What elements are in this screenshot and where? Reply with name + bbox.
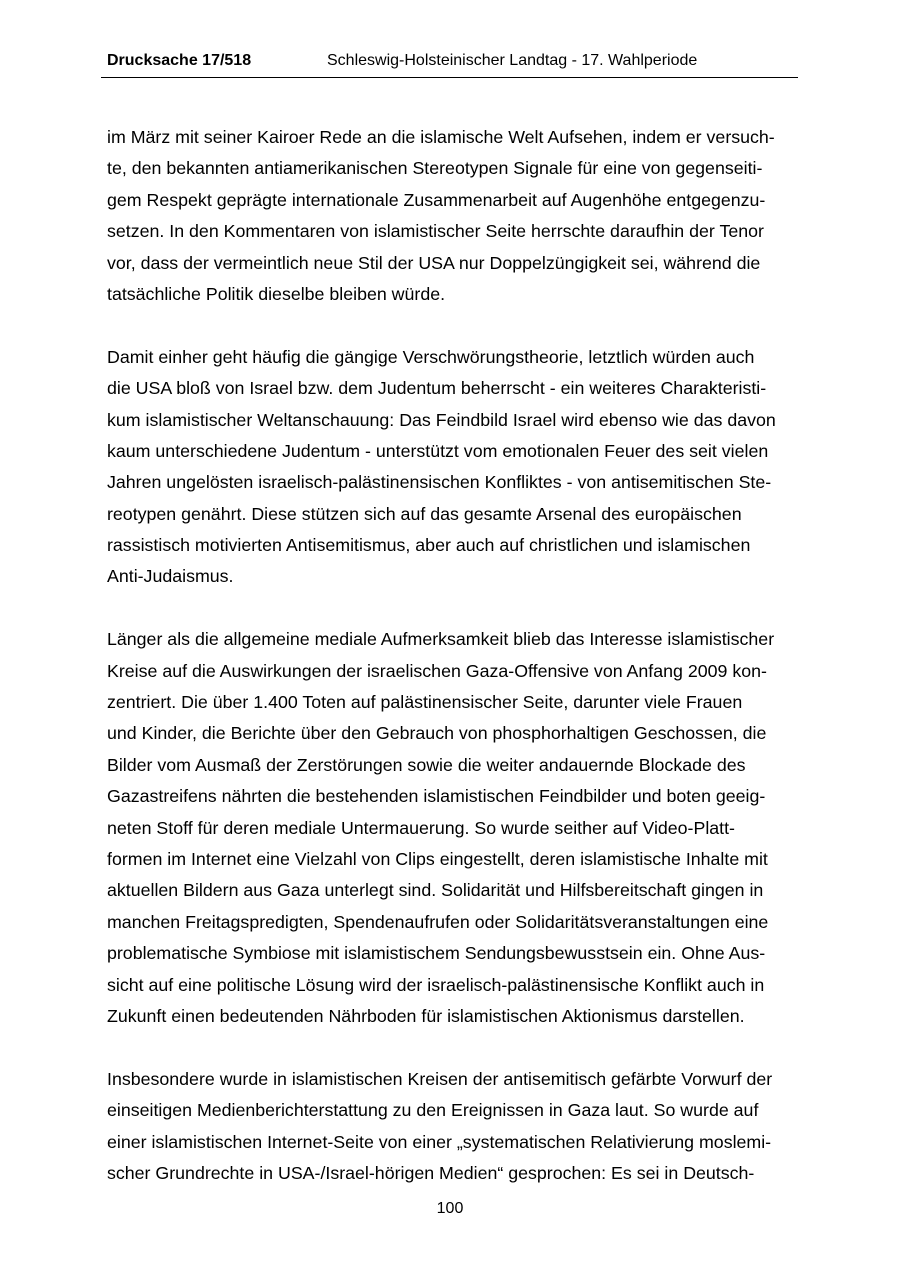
text-line: Länger als die allgemeine mediale Aufmerksamkeit blieb das Interesse islamistischer bbox=[107, 629, 775, 650]
text-line: aktuellen Bildern aus Gaza unterlegt sind. Solidarität und Hilfsbereitschaft gingen in bbox=[107, 880, 764, 901]
text-line: problematische Symbiose mit islamistischem Sendungsbewusstsein ein. Ohne Aus- bbox=[107, 943, 766, 964]
paragraph bbox=[107, 624, 797, 1032]
text-line: kum islamistischer Weltanschauung: Das Feindbild Israel wird ebenso wie das davon bbox=[107, 409, 776, 430]
text-line: Jahren ungelösten israelisch-palästinensischen Konfliktes - von antisemitischen Ste- bbox=[107, 472, 772, 493]
text-line: vor, dass der vermeintlich neue Stil der USA nur Doppelzüngigkeit sei, während die bbox=[107, 252, 761, 273]
text-line: setzen. In den Kommentaren von islamistischer Seite herrschte daraufhin der Tenor bbox=[107, 221, 764, 242]
text-line: sicht auf eine politische Lösung wird der israelisch-palästinensische Konflikt auch in bbox=[107, 974, 765, 995]
text-line: Bilder vom Ausmaß der Zerstörungen sowie die weiter andauernde Blockade des bbox=[107, 754, 746, 775]
text-line: im März mit seiner Kairoer Rede an die islamische Welt Aufsehen, indem er versuch- bbox=[107, 127, 775, 147]
text-line: Insbesondere wurde in islamistischen Kreisen der antisemitisch gefärbte Vorwurf der bbox=[107, 1068, 773, 1089]
text-line: te, den bekannten antiamerikanischen Stereotypen Signale für eine von gegenseiti- bbox=[107, 158, 763, 179]
page-header bbox=[101, 50, 798, 78]
paragraph bbox=[107, 342, 797, 593]
text-line: tatsächliche Politik dieselbe bleiben würde. bbox=[107, 283, 446, 304]
text-line: die USA bloß von Israel bzw. dem Judentum beherrscht - ein weiteres Charakteristi- bbox=[107, 378, 767, 399]
page-number: 100 bbox=[436, 1200, 464, 1217]
header-title: Schleswig-Holsteinischer Landtag - 17. Wahlperiode bbox=[327, 52, 698, 69]
text-line: Gazastreifens nährten die bestehenden islamistischen Feindbilder und boten geeig- bbox=[107, 786, 766, 807]
text-line: gem Respekt geprägte internationale Zusammenarbeit auf Augenhöhe entgegenzu- bbox=[107, 189, 766, 210]
text-line: Zukunft einen bedeutenden Nährboden für islamistischen Aktionismus darstellen. bbox=[107, 1005, 745, 1026]
text-line: und Kinder, die Berichte über den Gebrauch von phosphorhaltigen Geschossen, die bbox=[107, 723, 767, 744]
text-line: Anti-Judaismus. bbox=[107, 566, 234, 587]
paragraph bbox=[107, 1064, 797, 1190]
text-line: einseitigen Medienberichterstattung zu den Ereignissen in Gaza laut. So wurde auf bbox=[107, 1100, 759, 1121]
paragraph bbox=[107, 122, 797, 310]
text-line: rassistisch motivierten Antisemitismus, aber auch auf christlichen und islamischen bbox=[107, 535, 751, 556]
text-line: formen im Internet eine Vielzahl von Clips eingestellt, deren islamistische Inhalte mit bbox=[107, 848, 768, 869]
text-line: manchen Freitagspredigten, Spendenaufrufen oder Solidaritätsveranstaltungen eine bbox=[107, 911, 769, 932]
text-line: zentriert. Die über 1.400 Toten auf palästinensischer Seite, darunter viele Frauen bbox=[107, 692, 743, 713]
text-line: kaum unterschiedene Judentum - unterstützt vom emotionalen Feuer des seit vielen bbox=[107, 440, 769, 461]
text-line: scher Grundrechte in USA-/Israel-hörigen Medien“ gesprochen: Es sei in Deutsch- bbox=[107, 1162, 755, 1183]
text-line: reotypen genährt. Diese stützen sich auf das gesamte Arsenal des europäischen bbox=[107, 503, 742, 524]
text-line: Kreise auf die Auswirkungen der israelischen Gaza-Offensive von Anfang 2009 kon- bbox=[107, 660, 767, 681]
text-line: neten Stoff für deren mediale Untermauerung. So wurde seither auf Video-Platt- bbox=[107, 817, 735, 838]
text-line: einer islamistischen Internet-Seite von einer „systematischen Relativierung moslemi- bbox=[107, 1131, 772, 1152]
text-line: Damit einher geht häufig die gängige Verschwörungstheorie, letztlich würden auch bbox=[107, 346, 755, 367]
document-number: Drucksache 17/518 bbox=[107, 52, 252, 69]
body-text bbox=[107, 122, 797, 1221]
